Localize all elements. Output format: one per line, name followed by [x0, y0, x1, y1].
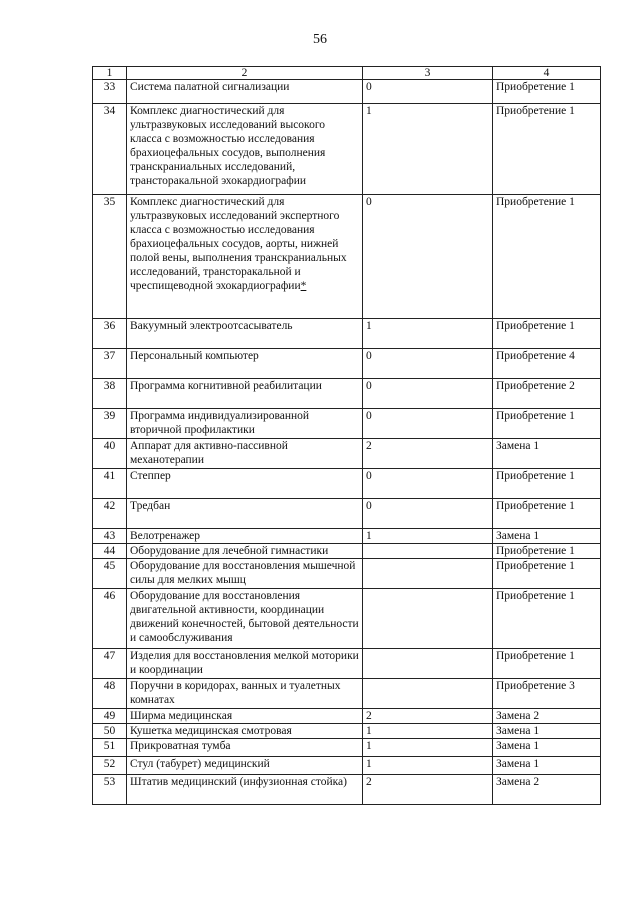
row-number: 35	[93, 195, 127, 319]
item-action: Приобретение 1	[493, 195, 601, 319]
item-name: Кушетка медицинская смотровая	[127, 724, 363, 739]
item-name: Оборудование для восстановления двигательной активности, координации движений конечностей, бытовой деятельности и самообслуживания	[127, 589, 363, 649]
item-name: Программа индивидуализированной вторичной профилактики	[127, 409, 363, 439]
table-row	[93, 739, 601, 757]
row-number: 37	[93, 349, 127, 379]
item-name: Тредбан	[127, 499, 363, 529]
item-action: Приобретение 1	[493, 469, 601, 499]
table-row	[93, 195, 601, 319]
item-action: Замена 1	[493, 757, 601, 775]
row-number: 52	[93, 757, 127, 775]
item-action: Приобретение 1	[493, 409, 601, 439]
row-number: 36	[93, 319, 127, 349]
item-value	[363, 544, 493, 559]
item-name: Прикроватная тумба	[127, 739, 363, 757]
page-number: 56	[313, 32, 327, 47]
item-action: Приобретение 1	[493, 80, 601, 104]
item-value	[363, 679, 493, 709]
item-action: Приобретение 1	[493, 559, 601, 589]
column-header: 2	[127, 67, 363, 80]
item-value: 2	[363, 439, 493, 469]
table-row	[93, 559, 601, 589]
row-number: 46	[93, 589, 127, 649]
item-value: 1	[363, 529, 493, 544]
item-action: Замена 1	[493, 529, 601, 544]
item-action: Приобретение 1	[493, 104, 601, 195]
item-name: Ширма медицинская	[127, 709, 363, 724]
table-row	[93, 439, 601, 469]
item-name: Комплекс диагностический для ультразвуковых исследований высокого класса с возможностью исследования брахиоцефальных сосудов, выполнения транскраниальных исследований, трансторакальной эхокардиографии	[127, 104, 363, 195]
item-name: Вакуумный электроотсасыватель	[127, 319, 363, 349]
row-number: 41	[93, 469, 127, 499]
item-name: Оборудование для лечебной гимнастики	[127, 544, 363, 559]
item-name: Система палатной сигнализации	[127, 80, 363, 104]
table-row	[93, 409, 601, 439]
table-row	[93, 499, 601, 529]
row-number: 33	[93, 80, 127, 104]
item-name: Персональный компьютер	[127, 349, 363, 379]
item-value: 2	[363, 709, 493, 724]
item-name: Степпер	[127, 469, 363, 499]
table-row	[93, 544, 601, 559]
table-row	[93, 724, 601, 739]
item-name: Изделия для восстановления мелкой моторики и координации	[127, 649, 363, 679]
item-value	[363, 649, 493, 679]
equipment-table	[92, 66, 601, 805]
column-header: 4	[493, 67, 601, 80]
row-number: 51	[93, 739, 127, 757]
item-action: Приобретение 1	[493, 649, 601, 679]
item-value: 1	[363, 724, 493, 739]
row-number: 50	[93, 724, 127, 739]
item-name: Аппарат для активно-пассивной механотерапии	[127, 439, 363, 469]
item-action: Приобретение 1	[493, 589, 601, 649]
item-value: 1	[363, 757, 493, 775]
table-row	[93, 469, 601, 499]
item-name: Программа когнитивной реабилитации	[127, 379, 363, 409]
row-number: 53	[93, 775, 127, 805]
header-row	[93, 67, 601, 80]
column-header: 1	[93, 67, 127, 80]
column-header: 3	[363, 67, 493, 80]
row-number: 47	[93, 649, 127, 679]
item-value: 0	[363, 409, 493, 439]
table-row	[93, 104, 601, 195]
row-number: 42	[93, 499, 127, 529]
item-action: Замена 2	[493, 709, 601, 724]
table-row	[93, 679, 601, 709]
item-action: Приобретение 1	[493, 544, 601, 559]
item-value: 1	[363, 104, 493, 195]
item-name: Штатив медицинский (инфузионная стойка)	[127, 775, 363, 805]
table-row	[93, 80, 601, 104]
item-name: Велотренажер	[127, 529, 363, 544]
item-value: 1	[363, 739, 493, 757]
item-name: Поручни в коридорах, ванных и туалетных комнатах	[127, 679, 363, 709]
item-action: Приобретение 2	[493, 379, 601, 409]
item-action: Замена 2	[493, 775, 601, 805]
item-name-text: Комплекс диагностический для ультразвуковых исследований экспертного класса с возможностью исследования брахиоцефальных сосудов, аорты, нижней полой вены, выполнения транскраниальных исследований, трансторакальной и чреспищеводной эхокардиографии	[130, 196, 347, 292]
item-value	[363, 559, 493, 589]
item-action: Приобретение 3	[493, 679, 601, 709]
row-number: 45	[93, 559, 127, 589]
item-value: 0	[363, 379, 493, 409]
table-row	[93, 649, 601, 679]
row-number: 43	[93, 529, 127, 544]
row-number: 49	[93, 709, 127, 724]
item-value: 0	[363, 80, 493, 104]
row-number: 39	[93, 409, 127, 439]
item-value: 0	[363, 469, 493, 499]
item-action: Приобретение 1	[493, 319, 601, 349]
item-action: Замена 1	[493, 724, 601, 739]
item-name	[127, 195, 363, 319]
item-action: Приобретение 1	[493, 499, 601, 529]
row-number: 40	[93, 439, 127, 469]
item-value	[363, 589, 493, 649]
item-action: Замена 1	[493, 439, 601, 469]
row-number: 48	[93, 679, 127, 709]
item-name: Стул (табурет) медицинский	[127, 757, 363, 775]
table-row	[93, 757, 601, 775]
item-value: 0	[363, 349, 493, 379]
item-value: 1	[363, 319, 493, 349]
row-number: 44	[93, 544, 127, 559]
row-number: 38	[93, 379, 127, 409]
item-action: Приобретение 4	[493, 349, 601, 379]
table-row	[93, 379, 601, 409]
table-row	[93, 589, 601, 649]
item-action: Замена 1	[493, 739, 601, 757]
row-number: 34	[93, 104, 127, 195]
table-row	[93, 775, 601, 805]
item-name: Оборудование для восстановления мышечной силы для мелких мышц	[127, 559, 363, 589]
table-row	[93, 529, 601, 544]
item-value: 0	[363, 195, 493, 319]
item-value: 0	[363, 499, 493, 529]
table-row	[93, 319, 601, 349]
footnote-marker: *	[300, 280, 307, 292]
table-row	[93, 349, 601, 379]
table-row	[93, 709, 601, 724]
item-value: 2	[363, 775, 493, 805]
